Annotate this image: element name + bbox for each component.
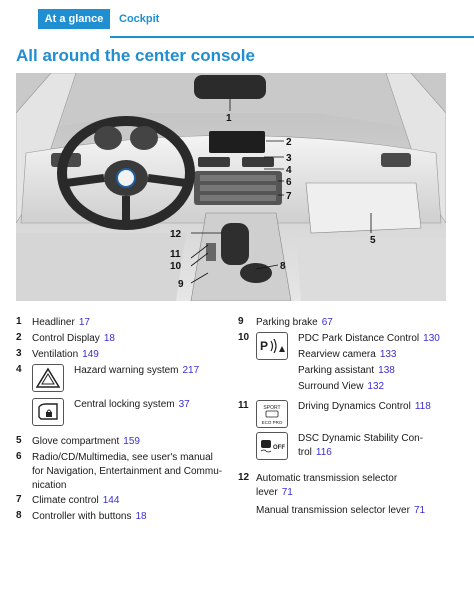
callout-9: 9 <box>178 279 184 290</box>
item-label: Ventilation <box>32 349 79 360</box>
page-link[interactable]: 67 <box>321 317 333 328</box>
list-item <box>74 364 199 378</box>
list-item <box>32 510 147 524</box>
callout-3: 3 <box>286 153 292 164</box>
header-bar <box>0 9 474 29</box>
item-label: Rearview camera <box>298 349 376 360</box>
page-link[interactable]: 18 <box>135 511 147 522</box>
item-number: 4 <box>16 364 22 375</box>
page-link[interactable]: 149 <box>82 349 99 360</box>
item-label: Headliner <box>32 317 75 328</box>
item-number: 10 <box>238 332 250 343</box>
item-label-line: Radio/CD/Multimedia, see user's manual <box>32 452 213 463</box>
dashboard-illustration <box>16 73 446 301</box>
item-label-line: DSC Dynamic Stability Con- <box>298 433 424 444</box>
callout-11: 11 <box>170 249 181 260</box>
page-link[interactable]: 116 <box>315 447 332 458</box>
page-link[interactable]: 18 <box>103 333 115 344</box>
list-item <box>32 316 90 330</box>
item-number: 5 <box>16 435 22 446</box>
page-link[interactable]: 17 <box>78 317 90 328</box>
tab-cockpit[interactable]: Cockpit <box>119 13 160 25</box>
item-label: PDC Park Distance Control <box>298 333 420 344</box>
list-item <box>74 398 190 412</box>
list-item <box>32 348 99 362</box>
callout-12: 12 <box>170 229 182 240</box>
callout-2: 2 <box>286 137 292 148</box>
item-label: Controller with buttons <box>32 511 132 522</box>
icon-text-sport: SPORT <box>263 405 281 411</box>
item-label-line: trol <box>298 447 312 458</box>
item-number: 8 <box>16 510 22 521</box>
item-number: 11 <box>238 400 249 411</box>
item-label: Parking assistant <box>298 365 375 376</box>
list-item <box>298 432 423 460</box>
driving-dynamics-switch-icon <box>256 400 288 428</box>
item-label: Surround View <box>298 381 364 392</box>
header-rule <box>110 36 474 38</box>
item-number: 7 <box>16 494 22 505</box>
callout-7: 7 <box>286 191 292 202</box>
page-link[interactable]: 144 <box>102 495 120 506</box>
icon-text-off: OFF <box>273 445 285 451</box>
item-label: Parking brake <box>256 317 318 328</box>
page-link[interactable]: 130 <box>423 333 440 344</box>
callout-6: 6 <box>286 177 292 188</box>
item-number: 12 <box>238 472 250 483</box>
item-number: 2 <box>16 332 22 343</box>
list-item <box>32 451 222 493</box>
callout-1: 1 <box>226 113 232 124</box>
page-link[interactable]: 217 <box>182 365 200 376</box>
page-link[interactable]: 138 <box>378 365 395 376</box>
item-number: 9 <box>238 316 244 327</box>
item-label-line: nication <box>32 480 67 491</box>
page-link[interactable]: 37 <box>178 399 190 410</box>
page-link[interactable]: 132 <box>367 381 385 392</box>
callout-8: 8 <box>280 261 286 272</box>
hazard-triangle-icon <box>32 364 64 392</box>
list-item <box>256 472 425 518</box>
item-number: 6 <box>16 451 22 462</box>
item-label-line: for Navigation, Entertainment and Commu- <box>32 466 223 477</box>
item-label: Glove compartment <box>32 436 120 447</box>
page-link[interactable]: 118 <box>414 401 431 412</box>
icon-text-eco-pro: ECO PRO <box>261 420 283 425</box>
item-number: 1 <box>16 316 22 327</box>
page-link[interactable]: 71 <box>281 487 293 498</box>
item-label: Hazard warning system <box>74 365 179 376</box>
list-item <box>32 435 140 449</box>
page-link[interactable]: 159 <box>123 436 140 447</box>
item-number: 3 <box>16 348 22 359</box>
item-label-line: Automatic transmission selector <box>256 473 398 484</box>
svg-text:P: P <box>260 339 269 353</box>
tab-at-a-glance[interactable]: At a glance <box>38 9 110 29</box>
list-item <box>298 400 431 414</box>
page-link[interactable]: 71 <box>413 505 426 516</box>
item-label-line: lever <box>256 487 278 498</box>
item-label: Driving Dynamics Control <box>298 401 411 412</box>
callout-5: 5 <box>370 235 376 246</box>
dsc-off-icon <box>256 432 288 460</box>
item-label: Central locking system <box>74 399 175 410</box>
list-item <box>298 332 440 394</box>
callout-4: 4 <box>286 165 292 176</box>
car-door-lock-icon <box>32 398 64 426</box>
page-link[interactable]: 133 <box>379 349 397 360</box>
item-label: Control Display <box>32 333 100 344</box>
item-label: Climate control <box>32 495 99 506</box>
list-item <box>256 316 333 330</box>
pdc-parking-icon <box>256 332 288 360</box>
list-item <box>32 332 115 346</box>
item-label: Manual transmission selector lever <box>256 505 410 516</box>
callout-10: 10 <box>170 261 182 272</box>
page-title: All around the center console <box>16 46 255 65</box>
list-item <box>32 494 119 508</box>
